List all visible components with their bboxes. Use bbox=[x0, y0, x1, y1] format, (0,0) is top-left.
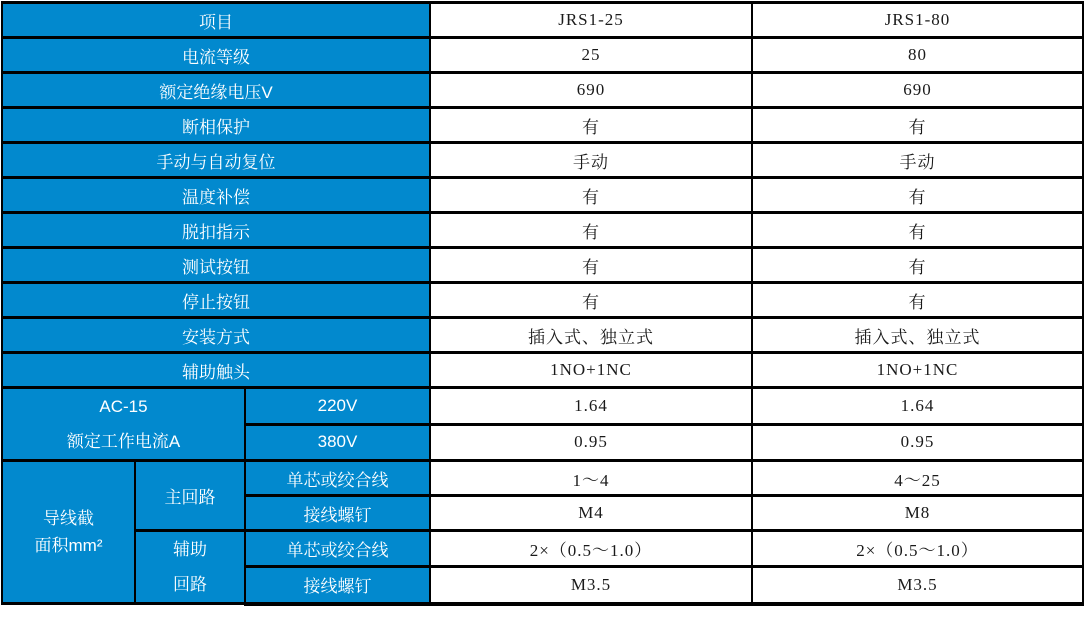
table-row-wire bbox=[2, 531, 1083, 567]
ac15-sub-label: 220V bbox=[245, 388, 430, 425]
header-model2-cell: JRS1-80 bbox=[752, 3, 1083, 38]
spec-table bbox=[1, 1, 1084, 606]
value-cell: 手动 bbox=[430, 143, 752, 178]
value-cell: 80 bbox=[752, 38, 1083, 73]
row-label: 脱扣指示 bbox=[2, 213, 430, 248]
value-cell: 4～25 bbox=[752, 461, 1083, 496]
wire-sub-label: 接线螺钉 bbox=[245, 567, 430, 604]
ac15-label-line2: 额定工作电流A bbox=[66, 432, 181, 451]
table-row-wire bbox=[2, 461, 1083, 496]
value-cell: M4 bbox=[430, 496, 752, 531]
value-cell: 有 bbox=[752, 108, 1083, 143]
value-cell: 有 bbox=[752, 213, 1083, 248]
ac15-label-line1: AC-15 bbox=[99, 397, 148, 416]
value-cell: 690 bbox=[430, 73, 752, 108]
row-label: 测试按钮 bbox=[2, 248, 430, 283]
row-label: 温度补偿 bbox=[2, 178, 430, 213]
value-cell: 有 bbox=[430, 283, 752, 318]
wire-group-label bbox=[2, 461, 135, 604]
wire-aux-label-line2: 回路 bbox=[173, 575, 207, 594]
value-cell: M3.5 bbox=[430, 567, 752, 604]
value-cell: 插入式、独立式 bbox=[430, 318, 752, 353]
row-label: 电流等级 bbox=[2, 38, 430, 73]
value-cell: M3.5 bbox=[752, 567, 1083, 604]
table-row bbox=[2, 38, 1083, 73]
header-model1-cell: JRS1-25 bbox=[430, 3, 752, 38]
table-row bbox=[2, 248, 1083, 283]
value-cell: 有 bbox=[752, 248, 1083, 283]
table-row-header bbox=[2, 3, 1083, 38]
table-row bbox=[2, 108, 1083, 143]
value-cell: 0.95 bbox=[752, 424, 1083, 461]
ac15-sub-label: 380V bbox=[245, 424, 430, 461]
value-cell: 有 bbox=[430, 248, 752, 283]
value-cell: 1～4 bbox=[430, 461, 752, 496]
value-cell: 25 bbox=[430, 38, 752, 73]
value-cell: 有 bbox=[430, 213, 752, 248]
table-row bbox=[2, 178, 1083, 213]
wire-label-line2: 面积mm² bbox=[34, 536, 103, 555]
value-cell: 1NO+1NC bbox=[752, 353, 1083, 388]
wire-sub-label: 单芯或绞合线 bbox=[245, 461, 430, 496]
row-label: 手动与自动复位 bbox=[2, 143, 430, 178]
table-row bbox=[2, 143, 1083, 178]
table-row bbox=[2, 318, 1083, 353]
value-cell: 有 bbox=[430, 108, 752, 143]
value-cell: 有 bbox=[752, 178, 1083, 213]
value-cell: 有 bbox=[430, 178, 752, 213]
value-cell: 1NO+1NC bbox=[430, 353, 752, 388]
wire-label-line1: 导线截 bbox=[43, 509, 94, 528]
wire-main-circuit-label: 主回路 bbox=[135, 461, 245, 531]
value-cell: 1.64 bbox=[752, 388, 1083, 425]
value-cell: 2×（0.5～1.0） bbox=[430, 531, 752, 567]
table-row bbox=[2, 283, 1083, 318]
header-item-cell: 项目 bbox=[2, 3, 430, 38]
table-row bbox=[2, 73, 1083, 108]
row-label: 额定绝缘电压V bbox=[2, 73, 430, 108]
row-label: 辅助触头 bbox=[2, 353, 430, 388]
value-cell: 690 bbox=[752, 73, 1083, 108]
row-label: 停止按钮 bbox=[2, 283, 430, 318]
value-cell: 2×（0.5～1.0） bbox=[752, 531, 1083, 567]
value-cell: 有 bbox=[752, 283, 1083, 318]
wire-sub-label: 接线螺钉 bbox=[245, 496, 430, 531]
row-label: 安装方式 bbox=[2, 318, 430, 353]
table-row bbox=[2, 213, 1083, 248]
value-cell: 插入式、独立式 bbox=[752, 318, 1083, 353]
value-cell: 0.95 bbox=[430, 424, 752, 461]
value-cell: 手动 bbox=[752, 143, 1083, 178]
value-cell: M8 bbox=[752, 496, 1083, 531]
row-label: 断相保护 bbox=[2, 108, 430, 143]
wire-sub-label: 单芯或绞合线 bbox=[245, 531, 430, 567]
wire-aux-circuit-label bbox=[135, 531, 245, 604]
value-cell: 1.64 bbox=[430, 388, 752, 425]
ac15-group-label bbox=[2, 388, 245, 461]
wire-aux-label-line1: 辅助 bbox=[173, 540, 207, 559]
table-row bbox=[2, 353, 1083, 388]
table-row-ac15 bbox=[2, 388, 1083, 425]
